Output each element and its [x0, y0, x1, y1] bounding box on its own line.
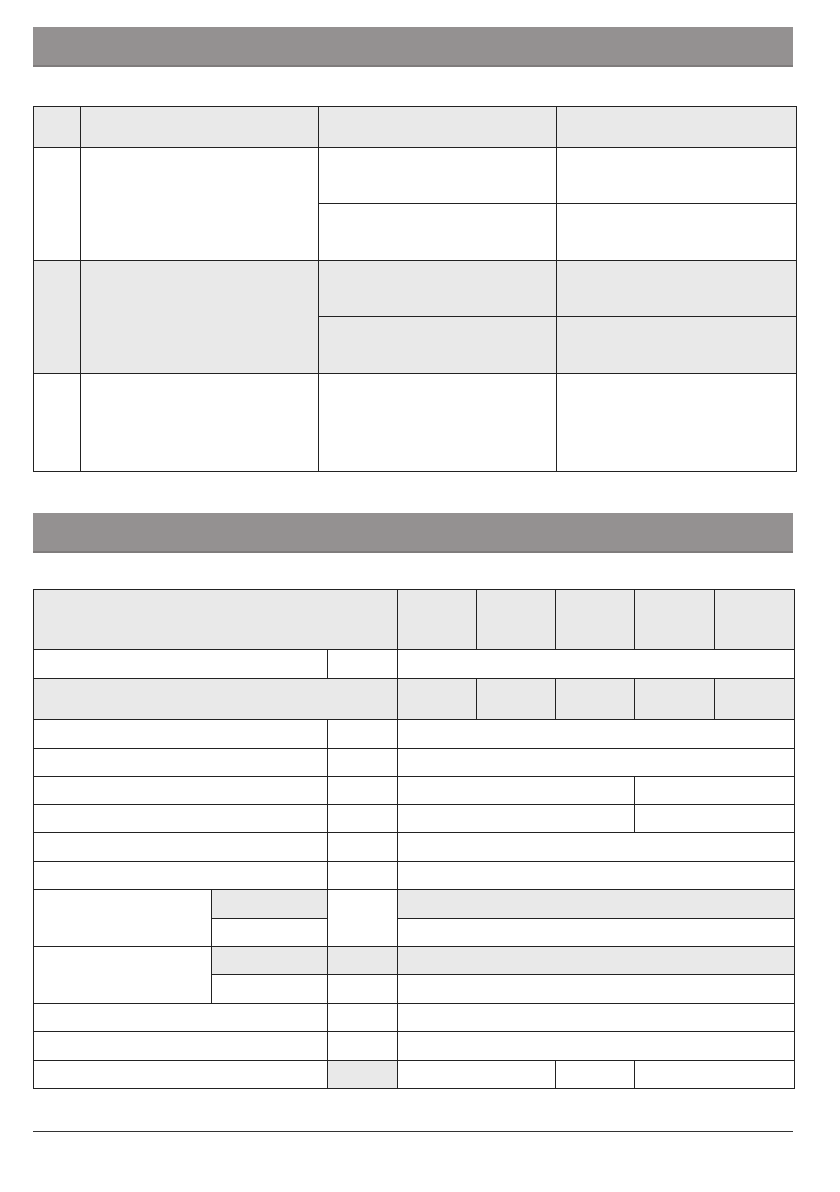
table-cell: [319, 148, 557, 204]
table-row: [34, 650, 795, 679]
table-cell: [557, 374, 797, 472]
table-cell: [328, 777, 398, 805]
table-cell: [715, 679, 795, 720]
table-header-cell: [398, 590, 477, 650]
table-cell: [34, 805, 328, 833]
table-cell: [319, 374, 557, 472]
table-cell: [319, 317, 557, 374]
table-header-cell: [477, 590, 556, 650]
table-cell: [34, 862, 328, 890]
table-cell: [34, 261, 81, 374]
table-cell: [212, 890, 328, 919]
footer-divider: [33, 1131, 793, 1132]
table-cell: [34, 1032, 328, 1061]
table-cell: [398, 650, 795, 679]
table-row: [34, 805, 795, 833]
table-2: [33, 589, 795, 1089]
table-header-cell: [715, 590, 795, 650]
table-row: [34, 261, 797, 317]
table-cell: [34, 148, 81, 261]
table-cell: [328, 947, 398, 975]
table-1: [33, 106, 797, 472]
table-header-cell: [81, 107, 319, 148]
table-row: [34, 862, 795, 890]
table-row: [34, 1061, 795, 1089]
table-row: [34, 947, 795, 975]
table-cell: [81, 261, 319, 374]
table-cell: [557, 261, 797, 317]
table-row: [34, 107, 797, 148]
table-cell: [398, 947, 795, 975]
table-cell: [477, 679, 556, 720]
table-cell: [34, 947, 212, 1004]
table-cell: [635, 679, 715, 720]
table-row: [34, 749, 795, 777]
table-cell: [556, 1061, 635, 1089]
table-cell: [34, 777, 328, 805]
table-cell: [34, 679, 398, 720]
table-row: [34, 777, 795, 805]
table-cell: [34, 890, 212, 947]
table-cell: [81, 148, 319, 261]
table-cell: [328, 805, 398, 833]
table-row: [34, 720, 795, 749]
table-header-cell: [319, 107, 557, 148]
table-header-cell: [556, 590, 635, 650]
table-cell: [398, 1004, 795, 1032]
table-cell: [328, 833, 398, 862]
table-cell: [398, 890, 795, 919]
table-cell: [557, 204, 797, 261]
table-cell: [398, 1061, 556, 1089]
table-cell: [328, 650, 398, 679]
table-cell: [398, 833, 795, 862]
table-cell: [34, 833, 328, 862]
section-header-bar-1: [33, 27, 793, 67]
table-cell: [398, 862, 795, 890]
table-cell: [398, 749, 795, 777]
table-cell: [557, 148, 797, 204]
table-cell: [328, 862, 398, 890]
table-cell: [328, 749, 398, 777]
table-header-cell: [635, 590, 715, 650]
table-cell: [398, 777, 635, 805]
table-row: [34, 374, 797, 472]
table-cell: [398, 919, 795, 947]
table-cell: [328, 720, 398, 749]
table-cell: [34, 650, 328, 679]
table-cell: [635, 805, 795, 833]
table-row: [34, 590, 795, 650]
table-cell: [398, 679, 477, 720]
table-row: [34, 148, 797, 204]
table-cell: [328, 1061, 398, 1089]
table-cell: [556, 679, 635, 720]
table-cell: [398, 975, 795, 1004]
table-cell: [398, 1032, 795, 1061]
table-cell: [328, 975, 398, 1004]
table-cell: [34, 374, 81, 472]
table-cell: [81, 374, 319, 472]
table-header-cell: [34, 590, 398, 650]
table-row: [34, 833, 795, 862]
table-header-cell: [557, 107, 797, 148]
table-cell: [398, 720, 795, 749]
table-row: [34, 1004, 795, 1032]
table-cell: [635, 777, 795, 805]
table-cell: [398, 805, 635, 833]
section-header-bar-2: [33, 513, 793, 553]
table-cell: [319, 261, 557, 317]
table-cell: [557, 317, 797, 374]
table-cell: [212, 919, 328, 947]
table-cell: [328, 1032, 398, 1061]
table-header-cell: [34, 107, 81, 148]
table-cell: [34, 720, 328, 749]
table-row: [34, 679, 795, 720]
table-cell: [328, 1004, 398, 1032]
table-cell: [34, 1004, 328, 1032]
table-cell: [34, 1061, 328, 1089]
table-cell: [319, 204, 557, 261]
table-cell: [34, 749, 328, 777]
table-cell: [328, 890, 398, 947]
table-cell: [212, 947, 328, 975]
table-cell: [212, 975, 328, 1004]
table-row: [34, 1032, 795, 1061]
table-cell: [635, 1061, 795, 1089]
table-row: [34, 890, 795, 919]
